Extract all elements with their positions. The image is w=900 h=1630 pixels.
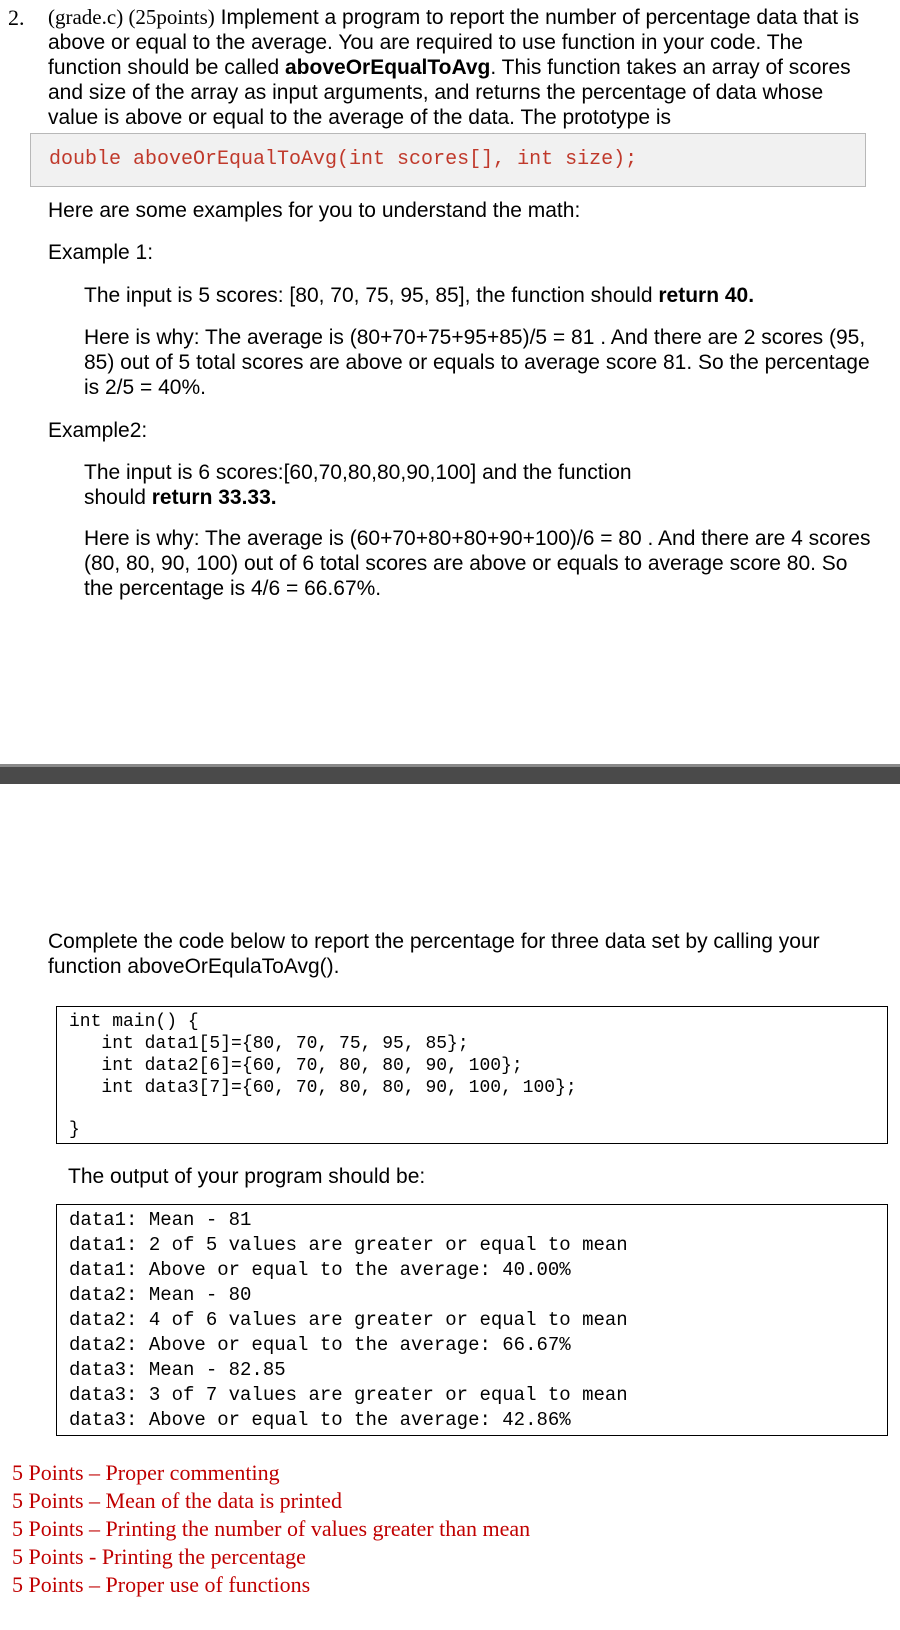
example1-why: Here is why: The average is (80+70+75+95+85)/5 = 81 . And there are 2 scores (95, 85) out of 5 total scores are above or equals to average score 81. So the percentage is 2/5 = 40%. xyxy=(84,326,870,399)
example1-input-text: The input is 5 scores: [80, 70, 75, 95, 85], the function should xyxy=(84,284,659,307)
task-instruction: Complete the code below to report the percentage for three data set by calling your function aboveOrEqulaToAvg(). xyxy=(48,930,820,978)
example1-return: return 40. xyxy=(658,284,755,307)
question-intro-tail: . This function takes an array of scores and size of the array as input arguments, and returns the percentage of data whose value is above or equal to the average of the data. The prototype is xyxy=(48,56,851,129)
example1-input xyxy=(84,283,874,308)
example2-label: Example2: xyxy=(48,419,148,442)
output-line: data3: 3 of 7 values are greater or equal to mean xyxy=(69,1384,628,1406)
output-line: data1: Above or equal to the average: 40.00% xyxy=(69,1259,571,1281)
example2-return: return 33.33. xyxy=(151,486,277,509)
example2-why: Here is why: The average is (60+70+80+80+90+100)/6 = 80 . And there are 4 scores (80, 80, 90, 100) out of 6 total scores are above or equals to average score 80. So the percentage is 4/6 = 66.67%. xyxy=(84,527,871,600)
code-line: int data2[6]={60, 70, 80, 80, 90, 100}; xyxy=(69,1056,523,1076)
code-box xyxy=(56,1006,888,1144)
output-box xyxy=(56,1204,888,1436)
output-line: data2: 4 of 6 values are greater or equal to mean xyxy=(69,1309,628,1331)
question-tag: (grade.c) (25points) xyxy=(48,5,215,29)
example2-input-line1: The input is 6 scores:[60,70,80,80,90,100] and the function xyxy=(84,461,632,484)
output-line: data2: Mean - 80 xyxy=(69,1284,252,1306)
output-line: data3: Mean - 82.85 xyxy=(69,1359,286,1381)
rubric-item: 5 Points – Proper use of functions xyxy=(12,1572,311,1597)
rubric-item: 5 Points – Printing the number of values greater than mean xyxy=(12,1516,531,1541)
example1-label: Example 1: xyxy=(48,241,154,264)
rubric-item: 5 Points - Printing the percentage xyxy=(12,1544,306,1569)
page-divider xyxy=(0,764,900,784)
rubric-item: 5 Points – Proper commenting xyxy=(12,1460,280,1485)
example2-input-text: should xyxy=(84,486,152,509)
function-name: aboveOrEqualToAvg xyxy=(285,56,491,79)
examples-lead: Here are some examples for you to understand the math: xyxy=(48,199,581,222)
question-text xyxy=(48,5,878,130)
output-label: The output of your program should be: xyxy=(68,1165,426,1188)
code-line: int data3[7]={60, 70, 80, 80, 90, 100, 100}; xyxy=(69,1078,577,1098)
code-line: int main() { xyxy=(69,1012,199,1032)
output-line: data1: Mean - 81 xyxy=(69,1209,252,1231)
code-line: int data1[5]={80, 70, 75, 95, 85}; xyxy=(69,1034,469,1054)
prototype-code: double aboveOrEqualToAvg(int scores[], int size); xyxy=(49,148,638,171)
output-line: data1: 2 of 5 values are greater or equal to mean xyxy=(69,1234,628,1256)
question-number: 2. xyxy=(8,5,25,30)
prototype-box xyxy=(30,133,866,187)
example2-input-line2 xyxy=(84,485,277,510)
output-line: data3: Above or equal to the average: 42.86% xyxy=(69,1409,571,1431)
rubric-item: 5 Points – Mean of the data is printed xyxy=(12,1488,342,1513)
code-line-close: } xyxy=(69,1120,80,1140)
output-line: data2: Above or equal to the average: 66.67% xyxy=(69,1334,571,1356)
question-intro: Implement a program to report the number of percentage data that is above or equal to the average. You are required to use function in your code. The function should be called xyxy=(48,6,860,79)
